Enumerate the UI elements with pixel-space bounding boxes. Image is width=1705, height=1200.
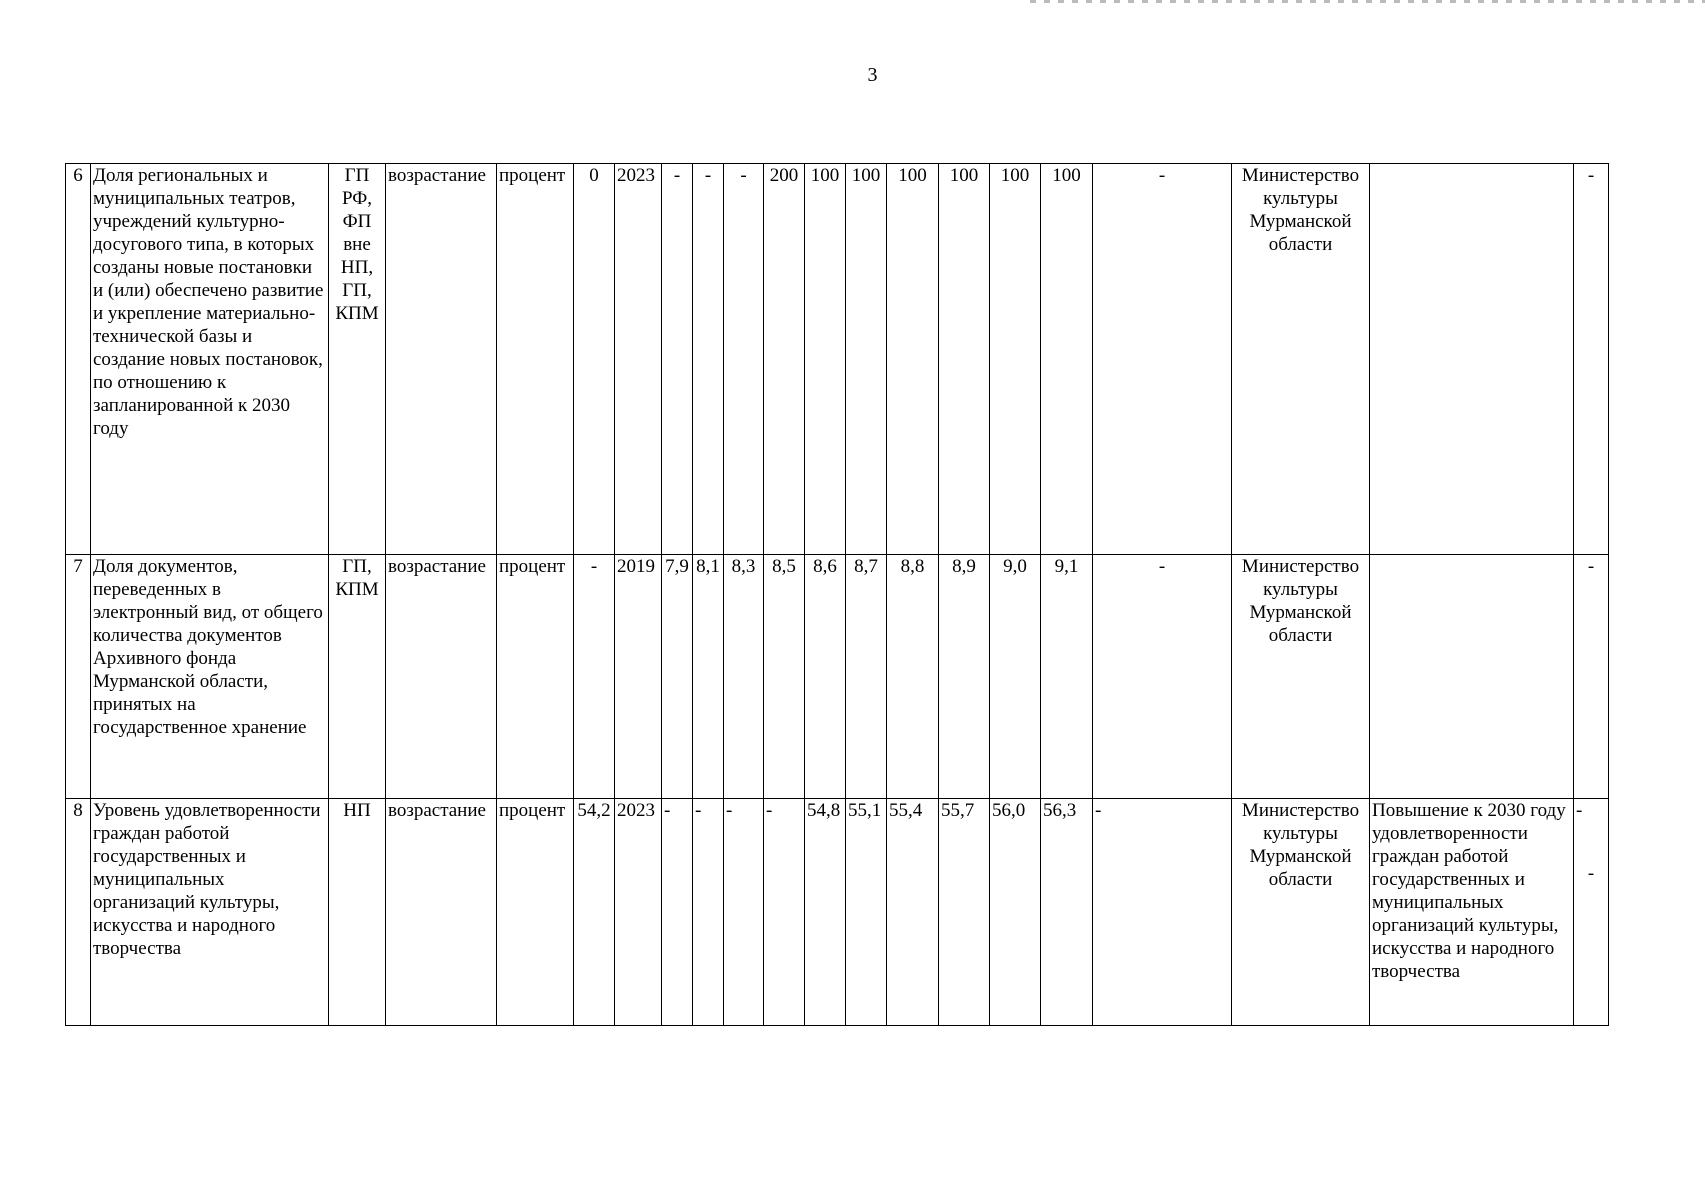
value-cell: 9,0 <box>990 555 1041 799</box>
info-system-cell: - <box>1574 555 1609 799</box>
value-cell: - <box>724 164 764 555</box>
row-number: 6 <box>66 164 91 555</box>
value-cell: 55,1 <box>846 799 887 1026</box>
value-cell: 8,3 <box>724 555 764 799</box>
base-value: 54,2 <box>574 799 615 1026</box>
value-cell: 100 <box>939 164 990 555</box>
value-cell: 8,8 <box>887 555 939 799</box>
document-cell: - <box>1093 799 1232 1026</box>
value-cell: - <box>764 799 805 1026</box>
indicator-level: ГП, КПМ <box>329 555 386 799</box>
value-cell: 100 <box>805 164 846 555</box>
value-cell: - <box>662 164 693 555</box>
row-number: 8 <box>66 799 91 1026</box>
value-cell: 56,0 <box>990 799 1041 1026</box>
indicator-unit: процент <box>497 555 574 799</box>
responsible-cell: Министерство культуры Мурманской области <box>1232 164 1370 555</box>
top-scan-strip <box>1030 0 1705 3</box>
info-system-cell <box>1574 799 1609 1026</box>
link-cell: Повышение к 2030 году удовлетворенности граждан работой государственных и муниципальных организаций культуры, искусства и народного творчества <box>1370 799 1574 1026</box>
indicator-name: Уровень удовлетворенности граждан работой государственных и муниципальных организаций культуры, искусства и народного творчества <box>91 799 329 1026</box>
value-cell: - <box>662 799 693 1026</box>
indicator-name: Доля региональных и муниципальных театров, учреждений культурно-досугового типа, в которых созданы новые постановки и (или) обеспечено развитие и укрепление материально-технической базы и создание новых постановок, по отношению к запланированной к 2030 году <box>91 164 329 555</box>
indicator-level: НП <box>329 799 386 1026</box>
value-cell: 100 <box>990 164 1041 555</box>
value-cell: 9,1 <box>1041 555 1093 799</box>
indicator-trend: возрастание <box>386 164 497 555</box>
value-cell: 56,3 <box>1041 799 1093 1026</box>
indicator-unit: процент <box>497 799 574 1026</box>
indicator-name: Доля документов, переведенных в электронный вид, от общего количества документов Архивного фонда Мурманской области, принятых на государственное хранение <box>91 555 329 799</box>
value-cell: 100 <box>887 164 939 555</box>
value-cell: 55,4 <box>887 799 939 1026</box>
base-year: 2023 <box>615 799 662 1026</box>
document-cell: - <box>1093 164 1232 555</box>
base-year: 2019 <box>615 555 662 799</box>
value-cell: 100 <box>1041 164 1093 555</box>
value-cell: 200 <box>764 164 805 555</box>
base-year: 2023 <box>615 164 662 555</box>
responsible-cell: Министерство культуры Мурманской области <box>1232 555 1370 799</box>
indicator-level: ГП РФ, ФП вне НП, ГП, КПМ <box>329 164 386 555</box>
link-cell <box>1370 555 1574 799</box>
indicator-trend: возрастание <box>386 799 497 1026</box>
indicator-unit: процент <box>497 164 574 555</box>
value-cell: - <box>693 164 724 555</box>
info-system-top: - <box>1576 800 1583 821</box>
indicator-table <box>65 163 1609 1026</box>
page-number: 3 <box>867 64 878 86</box>
value-cell: 8,5 <box>764 555 805 799</box>
value-cell: 55,7 <box>939 799 990 1026</box>
table-row <box>66 555 1609 799</box>
value-cell: 7,9 <box>662 555 693 799</box>
document-cell: - <box>1093 555 1232 799</box>
value-cell: 8,9 <box>939 555 990 799</box>
table-row <box>66 164 1609 555</box>
row-number: 7 <box>66 555 91 799</box>
info-system-cell: - <box>1574 164 1609 555</box>
base-value: - <box>574 555 615 799</box>
link-cell <box>1370 164 1574 555</box>
value-cell: 100 <box>846 164 887 555</box>
value-cell: 8,7 <box>846 555 887 799</box>
table-row <box>66 799 1609 1026</box>
value-cell: 8,6 <box>805 555 846 799</box>
base-value: 0 <box>574 164 615 555</box>
responsible-cell: Министерство культуры Мурманской области <box>1232 799 1370 1026</box>
value-cell: - <box>693 799 724 1026</box>
value-cell: 54,8 <box>805 799 846 1026</box>
indicator-trend: возрастание <box>386 555 497 799</box>
value-cell: 8,1 <box>693 555 724 799</box>
value-cell: - <box>724 799 764 1026</box>
info-system-mid: - <box>1587 863 1595 884</box>
